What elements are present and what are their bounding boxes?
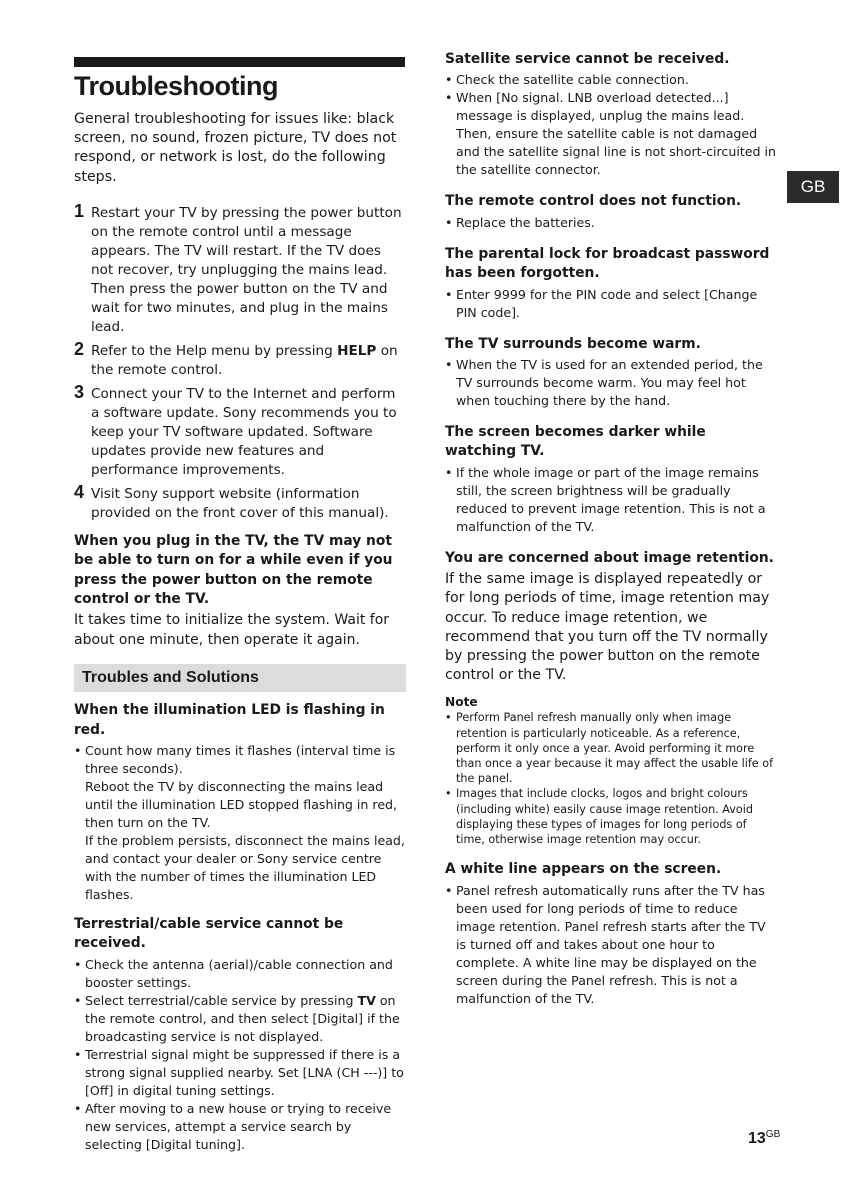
remote-list: [445, 214, 777, 232]
left-column: [74, 110, 406, 1165]
led-line: Reboot the TV by disconnecting the mains lead until the illumination LED stopped flashing in red, then turn on the TV.: [85, 779, 398, 831]
led-line: • Count how many times it flashes (interval time is three seconds).: [85, 743, 396, 777]
satellite-list: [445, 71, 777, 179]
list-item: • Perform Panel refresh manually only when image retention is particularly noticeable. As a reference, perform it only once a year. Avoid performing it more than once a year because it may affect the usable life of the panel.: [445, 710, 777, 786]
step-number: 1: [74, 200, 85, 221]
step-text: Refer to the Help menu by pressing: [91, 342, 338, 359]
page-title: Troubleshooting: [74, 71, 278, 101]
step-text: Visit Sony support website (information provided on the front cover of this manual).: [91, 485, 389, 521]
list-item: • After moving to a new house or trying to receive new services, attempt a service search by selecting [Digital tuning].: [74, 1100, 406, 1154]
step-item: [74, 200, 406, 337]
list-item: • Check the satellite cable connection.: [445, 71, 777, 89]
parental-heading: The parental lock for broadcast password has been forgotten.: [445, 245, 770, 282]
step-number: 3: [74, 381, 85, 402]
language-tab-label: GB: [800, 177, 826, 196]
list-item: • Replace the batteries.: [445, 214, 777, 232]
page-number: [748, 1130, 780, 1148]
list-item: [74, 742, 406, 904]
list-item: • Images that include clocks, logos and bright colours (including white) easily cause image retention. Avoid displaying these types of images for long periods of time, otherwise image retention may occur.: [445, 786, 777, 847]
step-text: Restart your TV by pressing the power button on the remote control until a message appears. The TV will restart. If the TV does not recover, try unplugging the mains lead. Then press the power button on the TV and wait for two minutes, and plug in the mains lead.: [91, 204, 402, 335]
step-text: Connect your TV to the Internet and perform a software update. Sony recommends you to keep your TV software updated. Software updates provide new features and performance improvements.: [91, 385, 397, 478]
parental-list: [445, 286, 777, 322]
list-item: • When [No signal. LNB overload detected...] message is displayed, unplug the mains lead. Then, ensure the satellite cable is not damaged and the satellite signal line is not short-circuited in the satellite connector.: [445, 89, 777, 179]
darker-list: [445, 464, 777, 536]
step-number: 2: [74, 338, 85, 359]
note-list: [445, 710, 777, 847]
list-item: • Terrestrial signal might be suppressed if there is a strong signal supplied nearby. Set [LNA (CH ---)] to [Off] in digital tuning settings.: [74, 1046, 406, 1100]
step-text: on the remote control.: [91, 342, 398, 378]
darker-heading: The screen becomes darker while watching TV.: [445, 424, 706, 460]
list-item: • If the whole image or part of the image remains still, the screen brightness will be gradually reduced to prevent image retention. This is not a malfunction of the TV.: [445, 464, 777, 536]
item-text: Select terrestrial/cable service by pressing: [85, 992, 358, 1008]
note-label: Note: [445, 695, 478, 710]
led-line: If the problem persists, disconnect the mains lead, and contact your dealer or Sony service centre with the number of times the illumination LED flashes.: [85, 833, 405, 903]
tv-key-label: TV: [357, 992, 376, 1008]
white-line-list: [445, 882, 777, 1008]
plug-in-heading: When you plug in the TV, the TV may not be able to turn on for a while even if you press the power button on the remote control or the TV.: [74, 532, 393, 608]
white-line-heading: A white line appears on the screen.: [445, 861, 722, 878]
list-item: • When the TV is used for an extended period, the TV surrounds become warm. You may feel hot when touching there by the hand.: [445, 356, 777, 410]
step-number: 4: [74, 481, 85, 502]
terrestrial-heading: Terrestrial/cable service cannot be received.: [74, 916, 344, 952]
led-list: [74, 742, 406, 904]
list-item: • Enter 9999 for the PIN code and select [Change PIN code].: [445, 286, 777, 322]
section-header: [74, 664, 406, 692]
step-item: [74, 338, 406, 380]
satellite-heading: Satellite service cannot be received.: [445, 51, 730, 67]
warm-heading: The TV surrounds become warm.: [445, 335, 701, 352]
led-heading: When the illumination LED is flashing in red.: [74, 702, 385, 738]
section-title: Troubles and Solutions: [82, 669, 259, 687]
help-key-label: HELP: [337, 342, 377, 359]
list-item: • Check the antenna (aerial)/cable connection and booster settings.: [74, 956, 406, 992]
remote-heading: The remote control does not function.: [445, 193, 742, 210]
list-item: • Panel refresh automatically runs after the TV has been used for long periods of time to reduce image retention. Panel refresh starts after the TV is turned off and takes about one hour to complete. A white line may be displayed on the screen during the Panel refresh. This is not a malfunction of the TV.: [445, 882, 777, 1008]
list-item: [74, 992, 406, 1046]
page-number-suffix: GB: [765, 1129, 781, 1140]
language-tab: [787, 171, 839, 203]
page-number-value: 13: [748, 1130, 766, 1147]
retention-text: If the same image is displayed repeatedly or for long periods of time, image retention may occur. To reduce image retention, we recommend that you turn off the TV normally by pressing the power button on the remote control or the TV.: [445, 571, 770, 684]
item-text: on the remote control, and then select [Digital] if the broadcasting service is not displayed.: [85, 992, 400, 1044]
steps-list: [74, 200, 406, 523]
plug-in-text: It takes time to initialize the system. Wait for about one minute, then operate it again.: [74, 612, 390, 648]
intro-text: General troubleshooting for issues like: black screen, no sound, frozen picture, TV does not respond, or network is lost, do the following steps.: [74, 111, 397, 185]
step-item: [74, 381, 406, 480]
right-column: [445, 50, 777, 1019]
step-item: [74, 481, 406, 523]
title-rule: [74, 57, 405, 67]
terrestrial-list: [74, 956, 406, 1154]
warm-list: [445, 356, 777, 410]
retention-heading: You are concerned about image retention.: [445, 549, 774, 566]
